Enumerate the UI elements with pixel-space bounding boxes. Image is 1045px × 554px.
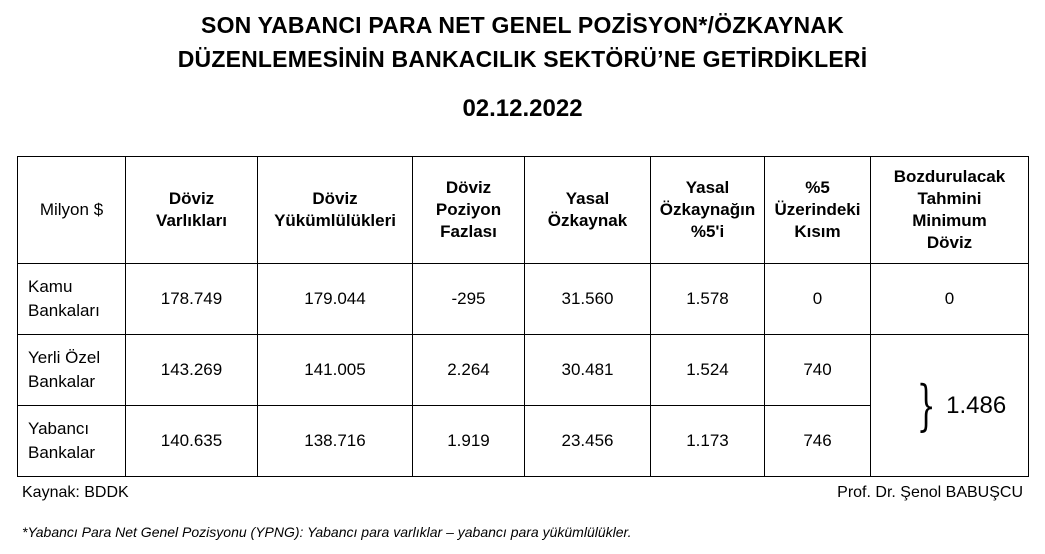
- report-date: 02.12.2022: [462, 95, 583, 122]
- cell-value: 1.173: [651, 406, 765, 477]
- cell-value: 1.524: [651, 335, 765, 406]
- cell-value: 23.456: [525, 406, 651, 477]
- header-text: Milyon $: [39, 200, 104, 219]
- header-text: Minimum: [912, 211, 987, 230]
- header-text: Döviz: [168, 189, 215, 208]
- header-text: Döviz: [445, 178, 492, 197]
- header-cell-equity-5pct: [651, 157, 765, 264]
- cell-value: 31.560: [525, 264, 651, 335]
- header-cell-excess: [765, 157, 871, 264]
- header-text: Tahmini: [917, 189, 982, 208]
- header-text: Kısım: [794, 222, 841, 241]
- title-block: [0, 8, 1045, 124]
- cell-value: 2.264: [413, 335, 525, 406]
- header-text: Poziyon: [435, 200, 502, 219]
- cell-value: 141.005: [258, 335, 413, 406]
- header-row: [18, 157, 1029, 264]
- row-label-public: [18, 264, 126, 335]
- header-text: Yasal: [685, 178, 730, 197]
- brace-symbol: }: [916, 373, 936, 437]
- cell-value: -295: [413, 264, 525, 335]
- row-label-text: Bankalar: [28, 443, 96, 462]
- table-row: [18, 264, 1029, 335]
- header-text: %5'i: [690, 222, 725, 241]
- title-line-1: SON YABANCI PARA NET GENEL POZİSYON*/ÖZKAYNAK: [201, 12, 844, 38]
- header-cell-min-fx: [871, 157, 1029, 264]
- header-text: Döviz: [312, 189, 358, 208]
- source-note: Kaynak: BDDK: [22, 484, 129, 501]
- merged-total-cell: [871, 335, 1029, 477]
- cell-value: 178.749: [126, 264, 258, 335]
- row-label-text: Bankaları: [28, 301, 100, 320]
- header-text: Özkaynağın: [659, 200, 756, 219]
- cell-value: 179.044: [258, 264, 413, 335]
- header-text: Döviz: [926, 233, 973, 252]
- table-row: [18, 335, 1029, 406]
- header-text: Özkaynak: [547, 211, 628, 230]
- header-text: Yükümlülükleri: [274, 211, 396, 230]
- merged-total-value: 1.486: [946, 391, 1007, 419]
- footnote: *Yabancı Para Net Genel Pozisyonu (YPNG): Yabancı para varlıklar – yabancı para yükümlülükler.: [22, 524, 632, 540]
- cell-value: 740: [765, 335, 871, 406]
- row-label-foreign: [18, 406, 126, 477]
- header-text: Fazlası: [440, 222, 497, 241]
- cell-value: 140.635: [126, 406, 258, 477]
- header-cell-liabilities: [258, 157, 413, 264]
- header-cell-equity: [525, 157, 651, 264]
- row-label-text: Bankalar: [28, 372, 96, 391]
- cell-value: 1.578: [651, 264, 765, 335]
- cell-value: 143.269: [126, 335, 258, 406]
- merged-total: [871, 373, 1028, 437]
- row-label-text: Yerli Özel: [28, 348, 101, 367]
- title-line-2: DÜZENLEMESİNİN BANKACILIK SEKTÖRÜ’NE GETİRDİKLERİ: [177, 46, 868, 72]
- header-text: Üzerindeki: [774, 200, 861, 219]
- header-cell-assets: [126, 157, 258, 264]
- cell-value: 30.481: [525, 335, 651, 406]
- row-label-domestic-private: [18, 335, 126, 406]
- header-text: %5: [805, 178, 830, 197]
- header-cell-unit: [18, 157, 126, 264]
- row-label-text: Kamu: [28, 277, 73, 296]
- cell-value: 0: [871, 264, 1029, 335]
- header-text: Varlıkları: [156, 211, 227, 230]
- cell-value: 138.716: [258, 406, 413, 477]
- author-credit: Prof. Dr. Şenol BABUŞCU: [837, 484, 1023, 501]
- cell-value: 0: [765, 264, 871, 335]
- header-cell-position: [413, 157, 525, 264]
- row-label-text: Yabancı: [28, 419, 90, 438]
- position-table: [17, 156, 1029, 477]
- header-text: Bozdurulacak: [893, 167, 1006, 186]
- cell-value: 1.919: [413, 406, 525, 477]
- header-text: Yasal: [565, 189, 610, 208]
- cell-value: 746: [765, 406, 871, 477]
